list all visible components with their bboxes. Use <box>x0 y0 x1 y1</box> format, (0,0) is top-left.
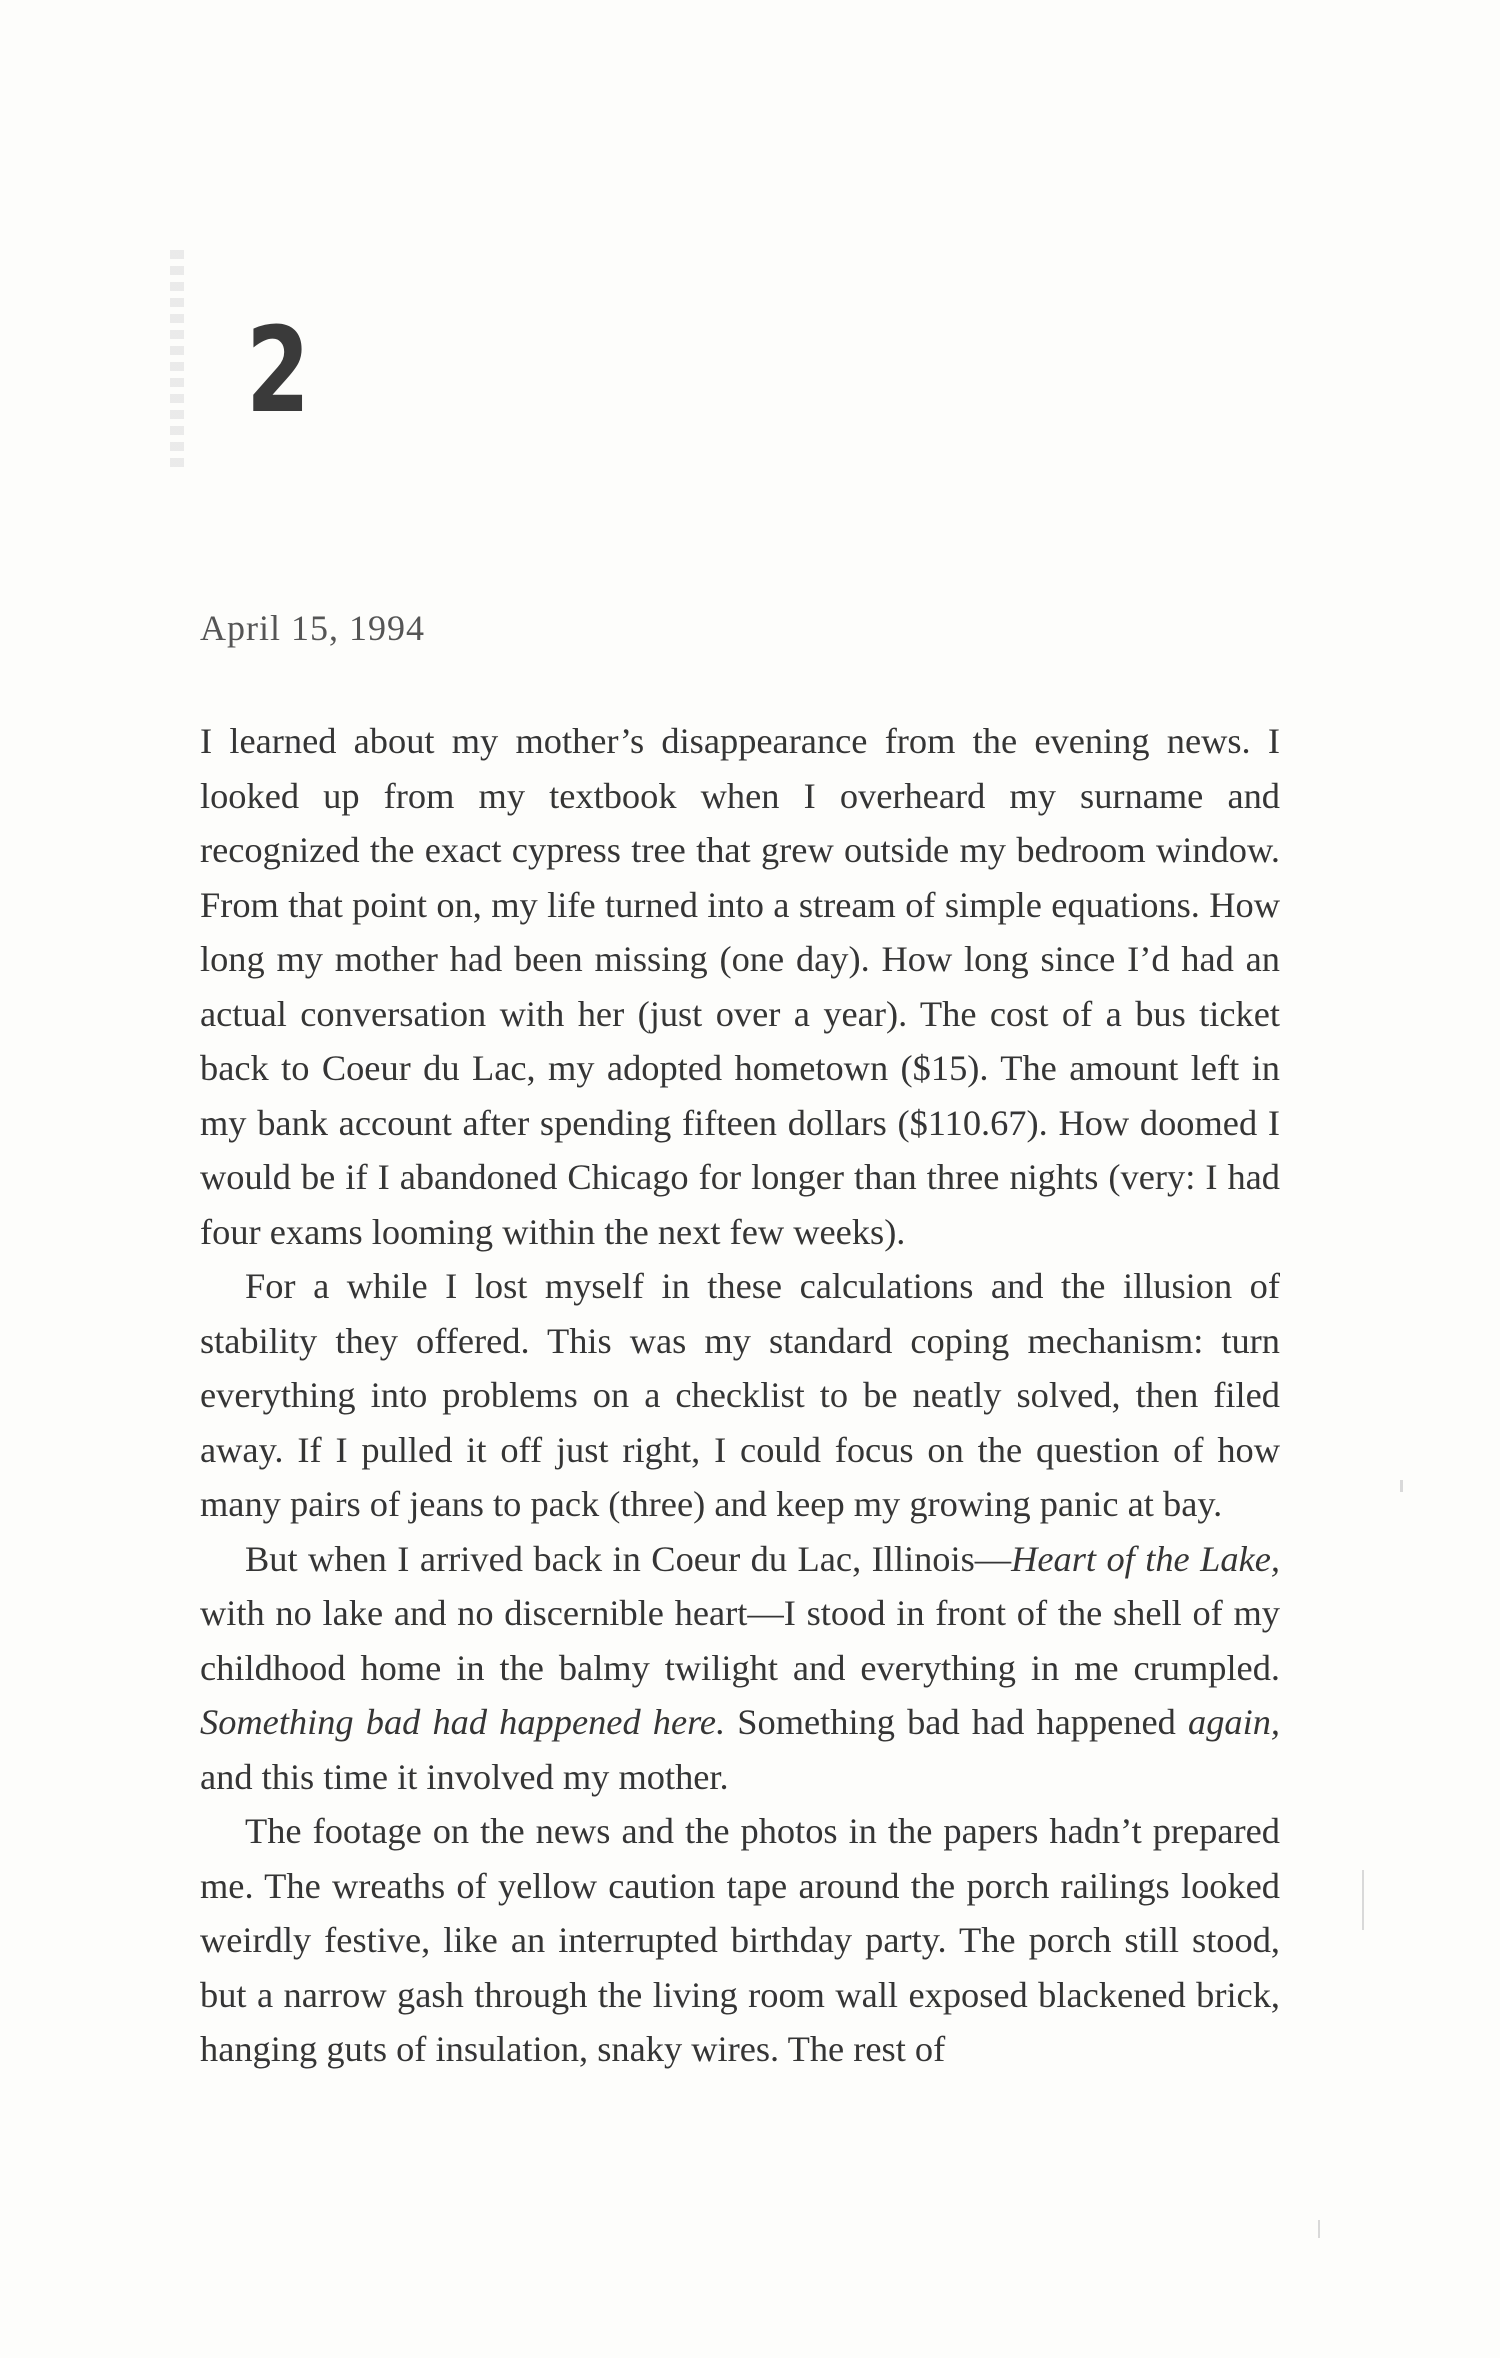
paragraph-text: For a while I lost myself in these calculations and the illusion of stability they offered. This was my standard coping mechanism: turn everything into problems on a checklist to be neatly solved, then filed away. If I pulled it off just right, I could focus on the question of how many pairs of jeans to pack (three) and keep my growing panic at bay. <box>200 1266 1280 1524</box>
italic-phrase: Heart of the Lake, <box>1011 1538 1280 1579</box>
chapter-date: April 15, 1994 <box>200 608 425 648</box>
italic-phrase: Something bad had happened here. <box>200 1702 726 1742</box>
paragraph-text: I learned about my mother’s disappearance from the evening news. I looked up from my textbook when I overheard my surname and recognized the exact cypress tree that grew outside my bedroom window. From that point on, my life turned into a stream of simple equations. How long my mother had been missing (one day). How long since I’d had an actual conversation with her (just over a year). The cost of a bus ticket back to Coeur du Lac, my adopted hometown ($15). The amount left in my bank account after spending fifteen dollars ($110.67). How doomed I would be if I abandoned Chicago for longer than three nights (very: I had four exams looming within the next few weeks). <box>200 721 1280 1252</box>
paragraph-text: Something bad had happened <box>725 1702 1188 1742</box>
paragraph-text: with no lake and no discernible heart—I stood in front of the shell of my childhood home in the balmy twilight and everything in me crumpled. <box>200 1593 1280 1688</box>
paragraph-4 <box>200 1804 1280 2077</box>
body-text <box>200 714 1280 2077</box>
paragraph-3 <box>200 1532 1280 1805</box>
scan-mark <box>1318 2220 1320 2238</box>
paragraph-1 <box>200 714 1280 1259</box>
scan-mark <box>1362 1870 1364 1930</box>
scan-mark <box>1400 1480 1403 1492</box>
paragraph-text: But when I arrived back in Coeur du Lac, Illinois— <box>245 1538 1012 1579</box>
italic-phrase: again, <box>1188 1702 1280 1742</box>
margin-marker <box>170 250 184 470</box>
chapter-number: 2 <box>246 301 312 439</box>
paragraph-text: The footage on the news and the photos in the papers hadn’t prepared me. The wreaths of yellow caution tape around the porch railings looked weirdly festive, like an interrupted birthday party. The porch still stood, but a narrow gash through the living room wall exposed blackened brick, hanging guts of insulation, snaky wires. The rest of <box>200 1811 1280 2069</box>
paragraph-text: and this time it involved my mother. <box>200 1756 729 1797</box>
paragraph-2 <box>200 1259 1280 1532</box>
